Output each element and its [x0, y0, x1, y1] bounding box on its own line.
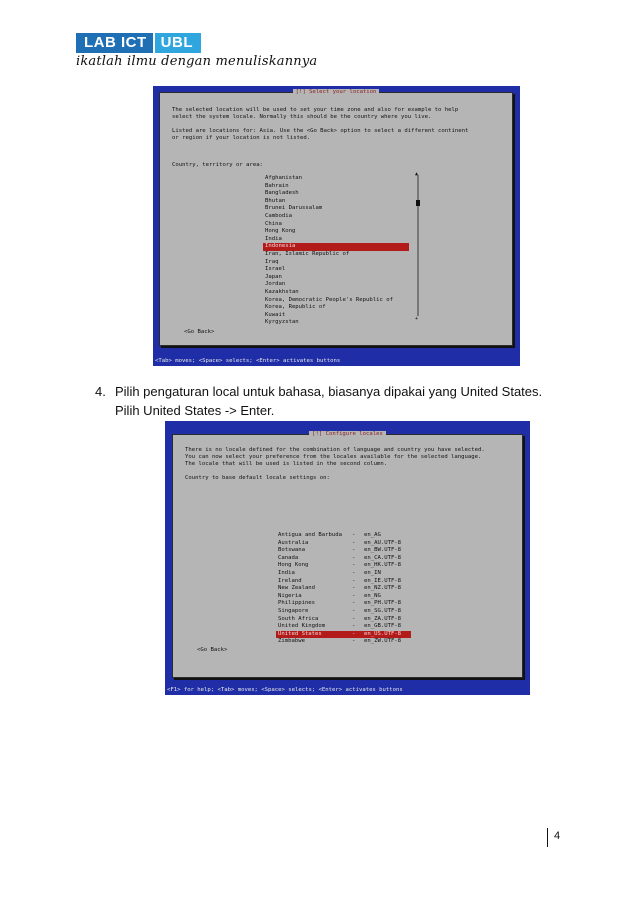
country-name: India: [278, 569, 295, 576]
country-name: Nigeria: [278, 592, 302, 599]
country-name: South Africa: [278, 615, 319, 622]
go-back-button[interactable]: <Go Back>: [197, 647, 228, 653]
locale-list[interactable]: [276, 532, 411, 646]
screenshot-configure-locales: [165, 421, 530, 695]
page-number-divider: [547, 828, 548, 847]
list-item[interactable]: [276, 593, 411, 601]
separator: -: [352, 600, 356, 607]
separator: -: [352, 577, 356, 584]
status-bar: <Tab> moves; <Space> selects; <Enter> activates buttons: [153, 357, 520, 366]
list-item[interactable]: Bhutan: [265, 197, 286, 204]
separator: -: [352, 630, 356, 637]
list-item[interactable]: Iran, Islamic Republic of: [265, 250, 350, 257]
list-item[interactable]: [276, 631, 411, 639]
country-name: New Zealand: [278, 585, 316, 592]
separator: -: [352, 547, 356, 554]
logo-text-lab-ict: LAB ICT: [76, 33, 153, 53]
locale-code: en_IN: [364, 569, 381, 576]
scroll-down-icon: +: [415, 316, 419, 322]
separator: -: [352, 615, 356, 622]
list-item[interactable]: Cambodia: [265, 212, 292, 219]
locale-code: en_ZA.UTF-8: [364, 615, 402, 622]
list-item[interactable]: Kyrgyzstan: [265, 319, 299, 326]
separator: -: [352, 592, 356, 599]
list-item[interactable]: Japan: [265, 273, 282, 280]
locale-code: en_HK.UTF-8: [364, 562, 402, 569]
locale-code: en_IE.UTF-8: [364, 577, 402, 584]
separator: -: [352, 569, 356, 576]
list-item[interactable]: [276, 578, 411, 586]
list-item[interactable]: India: [265, 235, 282, 242]
list-item[interactable]: Indonesia: [263, 243, 409, 251]
list-item[interactable]: [276, 547, 411, 555]
country-name: Singapore: [278, 607, 309, 614]
list-item[interactable]: Hong Kong: [265, 228, 296, 235]
list-item[interactable]: [276, 600, 411, 608]
list-item[interactable]: [276, 608, 411, 616]
locale-code: en_GB.UTF-8: [364, 623, 402, 630]
go-back-button[interactable]: <Go Back>: [184, 329, 215, 335]
dialog-title: [!] Configure locales: [173, 431, 522, 437]
country-name: Australia: [278, 539, 309, 546]
scrollbar-thumb[interactable]: [416, 200, 420, 206]
separator: -: [352, 532, 356, 538]
locale-code: en_PH.UTF-8: [364, 600, 402, 607]
scroll-up-icon: ▲: [415, 171, 419, 177]
country-name: Canada: [278, 554, 299, 561]
locale-code: en_BW.UTF-8: [364, 547, 402, 554]
separator: -: [352, 607, 356, 614]
locale-code: en_NZ.UTF-8: [364, 585, 402, 592]
country-name: United States: [278, 630, 322, 637]
list-item[interactable]: [276, 570, 411, 578]
country-list[interactable]: [263, 175, 409, 327]
separator: -: [352, 638, 356, 645]
separator: -: [352, 585, 356, 592]
separator: -: [352, 539, 356, 546]
list-item[interactable]: Jordan: [265, 281, 286, 288]
list-item[interactable]: [276, 623, 411, 631]
list-item[interactable]: [276, 638, 411, 646]
list-item[interactable]: Afghanistan: [265, 175, 303, 181]
locale-code: en_AU.UTF-8: [364, 539, 402, 546]
list-item[interactable]: Kazakhstan: [265, 288, 299, 295]
list-item[interactable]: China: [265, 220, 282, 227]
list-item[interactable]: Korea, Republic of: [265, 304, 326, 311]
page-number: 4: [554, 830, 561, 842]
locale-code: en_ZW.UTF-8: [364, 638, 402, 645]
separator: -: [352, 623, 356, 630]
list-item[interactable]: [276, 616, 411, 624]
list-item[interactable]: [276, 585, 411, 593]
logo-text-ubl: UBL: [153, 33, 201, 53]
list-item[interactable]: Bangladesh: [265, 190, 299, 197]
country-name: Antigua and Barbuda: [278, 532, 342, 538]
country-name: Zimbabwe: [278, 638, 305, 645]
country-name: Hong Kong: [278, 562, 309, 569]
locale-code: en_SG.UTF-8: [364, 607, 402, 614]
list-item[interactable]: [276, 540, 411, 548]
screenshot-select-location: [153, 86, 520, 366]
separator: -: [352, 554, 356, 561]
list-item[interactable]: Iraq: [265, 258, 279, 265]
select-location-dialog: [159, 89, 513, 346]
dialog-description: The selected location will be used to set your time zone and also for example to help select the system locale. Normally this should be the country where you live. Listed are locations for: Asia. Use the <Go Back> option to select a different continent or region if your location is not listed.: [172, 107, 469, 141]
list-label: Country, territory or area:: [172, 162, 263, 168]
step-line-2: Pilih United States -> Enter.: [115, 403, 275, 418]
list-item[interactable]: [276, 532, 411, 540]
status-bar: <F1> for help; <Tab> moves; <Space> selects; <Enter> activates buttons: [165, 686, 530, 695]
country-name: Ireland: [278, 577, 302, 584]
configure-locales-dialog: [172, 431, 523, 678]
list-item[interactable]: Bahrain: [265, 182, 289, 189]
list-item[interactable]: Israel: [265, 266, 286, 273]
country-name: Botswana: [278, 547, 305, 554]
separator: -: [352, 562, 356, 569]
dialog-title: [!] Select your location: [160, 89, 512, 95]
list-scrollbar[interactable]: [417, 175, 419, 316]
list-item[interactable]: Korea, Democratic People's Republic of: [265, 296, 393, 303]
step-number: 4.: [95, 384, 106, 399]
country-name: United Kingdom: [278, 623, 326, 630]
list-item[interactable]: [276, 555, 411, 563]
list-item[interactable]: [276, 562, 411, 570]
lab-ict-logo: [76, 33, 201, 53]
list-item[interactable]: Kuwait: [265, 311, 286, 318]
list-item[interactable]: Brunei Darussalam: [265, 205, 323, 212]
header-tagline: ikatlah ilmu dengan menuliskannya: [76, 54, 318, 69]
step-line-1: Pilih pengaturan local untuk bahasa, biasanya dipakai yang United States.: [115, 384, 543, 399]
locale-code: en_AG: [364, 532, 381, 538]
dialog-description: There is no locale defined for the combination of language and country you have selected. You can now select your preference from the locales available for the selected language. The locale that will be used is listed in the second column. Country to base default locale settings on:: [185, 447, 485, 481]
locale-code: en_NG: [364, 592, 381, 599]
locale-code: en_CA.UTF-8: [364, 554, 402, 561]
country-name: Philippines: [278, 600, 316, 607]
locale-code: en_US.UTF-8: [364, 630, 402, 637]
